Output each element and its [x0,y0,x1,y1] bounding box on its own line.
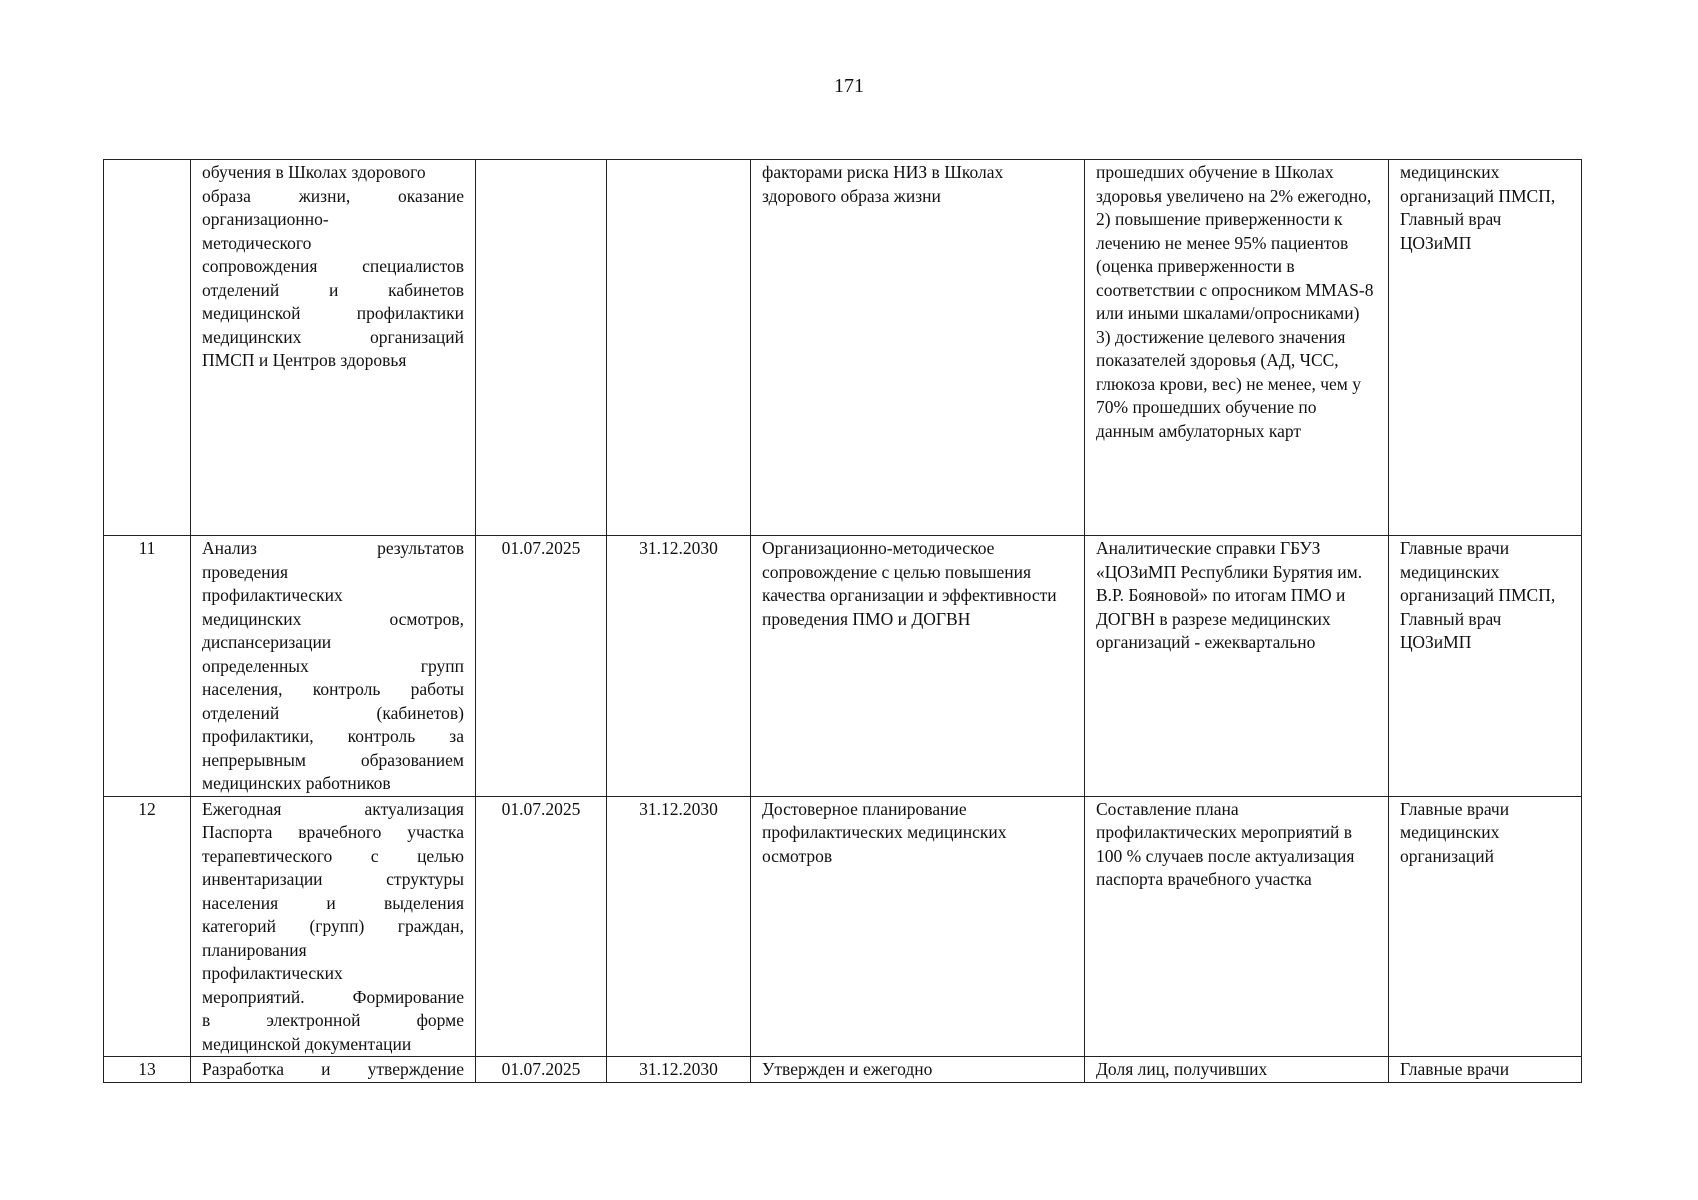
action-cell [191,536,476,797]
table-row [104,796,1582,1057]
action-line: обучения в Школах здорового [202,162,426,182]
end-date: 31.12.2030 [607,536,751,797]
measures-table [103,159,1582,1083]
row-number: 12 [104,796,191,1057]
action-line: непрерывным образованием [202,749,464,770]
end-date [607,160,751,536]
table-row [104,160,1582,536]
action-line: населения и выделения [202,892,464,913]
action-line: медицинской профилактики [202,303,464,323]
cell-paragraph: медицинских организаций ПМСП, [1400,162,1556,206]
action-line: Паспорта врачебного участка [202,822,464,842]
action-line: медицинских организаций [202,326,464,347]
cell-paragraph: 2) повышение приверженности к лечению не менее 95% пациентов (оценка приверженности в соответствии с опросником MMAS-8 или иными шкалами/опросниками) [1096,209,1374,323]
action-line: отделений (кабинетов) [202,702,464,723]
action-line: определенных групп [202,655,464,676]
action-line: терапевтического с целью [202,845,464,866]
indicator [1085,160,1389,536]
cell-paragraph: Составление плана профилактических мероприятий в 100 % случаев после актуализация паспорта врачебного участка [1096,798,1355,889]
end-date: 31.12.2030 [607,796,751,1057]
cell-paragraph: Главные врачи [1400,1059,1510,1079]
action-line: профилактических [202,963,343,983]
action-line: населения, контроль работы [202,679,464,699]
cell-paragraph: Главный врач ЦОЗиМП [1400,608,1502,652]
row-number [104,160,191,536]
action-line: Анализ результатов [202,538,464,558]
table-row [104,1057,1582,1083]
cell-paragraph: Главные врачи медицинских организаций [1400,798,1510,866]
start-date: 01.07.2025 [476,536,607,797]
action-line: образа жизни, оказание [202,185,464,206]
responsible [1389,796,1582,1057]
action-line: сопровождения специалистов [202,256,464,276]
action-line: медицинских осмотров, [202,608,464,629]
indicator [1085,796,1389,1057]
responsible [1389,160,1582,536]
action-line: ПМСП и Центров здоровья [202,350,407,370]
start-date: 01.07.2025 [476,796,607,1057]
cell-paragraph: Главные врачи медицинских организаций ПМСП, [1400,538,1556,605]
responsible [1389,536,1582,797]
cell-paragraph: Главный врач ЦОЗиМП [1400,209,1502,253]
expected-result: Утвержден и ежегодно [751,1057,1085,1083]
action-line: мероприятий. Формирование [202,986,464,1007]
row-number: 13 [104,1057,191,1083]
start-date: 01.07.2025 [476,1057,607,1083]
indicator [1085,1057,1389,1083]
action-line: в электронной форме [202,1010,464,1030]
action-line: Разработка и утверждение [202,1059,464,1079]
end-date: 31.12.2030 [607,1057,751,1083]
action-line: методического [202,232,312,253]
action-cell [191,1057,476,1083]
action-line: профилактических [202,585,343,605]
indicator [1085,536,1389,797]
action-line: инвентаризации структуры [202,869,464,889]
action-line: планирования [202,939,307,960]
action-line: отделений и кабинетов [202,279,464,300]
expected-result: Достоверное планирование профилактических медицинских осмотров [751,796,1085,1057]
action-line: медицинских работников [202,773,391,793]
expected-result: Организационно-методическое сопровождение с целью повышения качества организации и эффективности проведения ПМО и ДОГВН [751,536,1085,797]
cell-paragraph: Аналитические справки ГБУЗ «ЦОЗиМП Республики Бурятия им. В.Р. Бояновой» по итогам ПМО и ДОГВН в разрезе медицинских организаций - ежеквартально [1096,538,1363,652]
expected-result: факторами риска НИЗ в Школах здорового образа жизни [751,160,1085,536]
cell-paragraph: 3) достижение целевого значения показателей здоровья (АД, ЧСС, глюкоза крови, вес) не менее, чем у 70% прошедших обучение по данным амбулаторных карт [1096,326,1361,441]
page-number: 171 [834,75,864,97]
action-cell [191,796,476,1057]
action-line: диспансеризации [202,632,332,652]
action-cell [191,160,476,536]
action-line: медицинской документации [202,1033,412,1054]
action-line: Ежегодная актуализация [202,798,464,819]
start-date [476,160,607,536]
action-line: профилактики, контроль за [202,726,464,746]
action-line: категорий (групп) граждан, [202,916,464,936]
table-row [104,536,1582,797]
cell-paragraph: Доля лиц, получивших [1096,1059,1268,1079]
action-line: организационно- [202,209,329,229]
row-number: 11 [104,536,191,797]
action-line: проведения [202,561,289,582]
responsible [1389,1057,1582,1083]
cell-paragraph: прошедших обучение в Школах здоровья увеличено на 2% ежегодно, [1096,162,1372,206]
